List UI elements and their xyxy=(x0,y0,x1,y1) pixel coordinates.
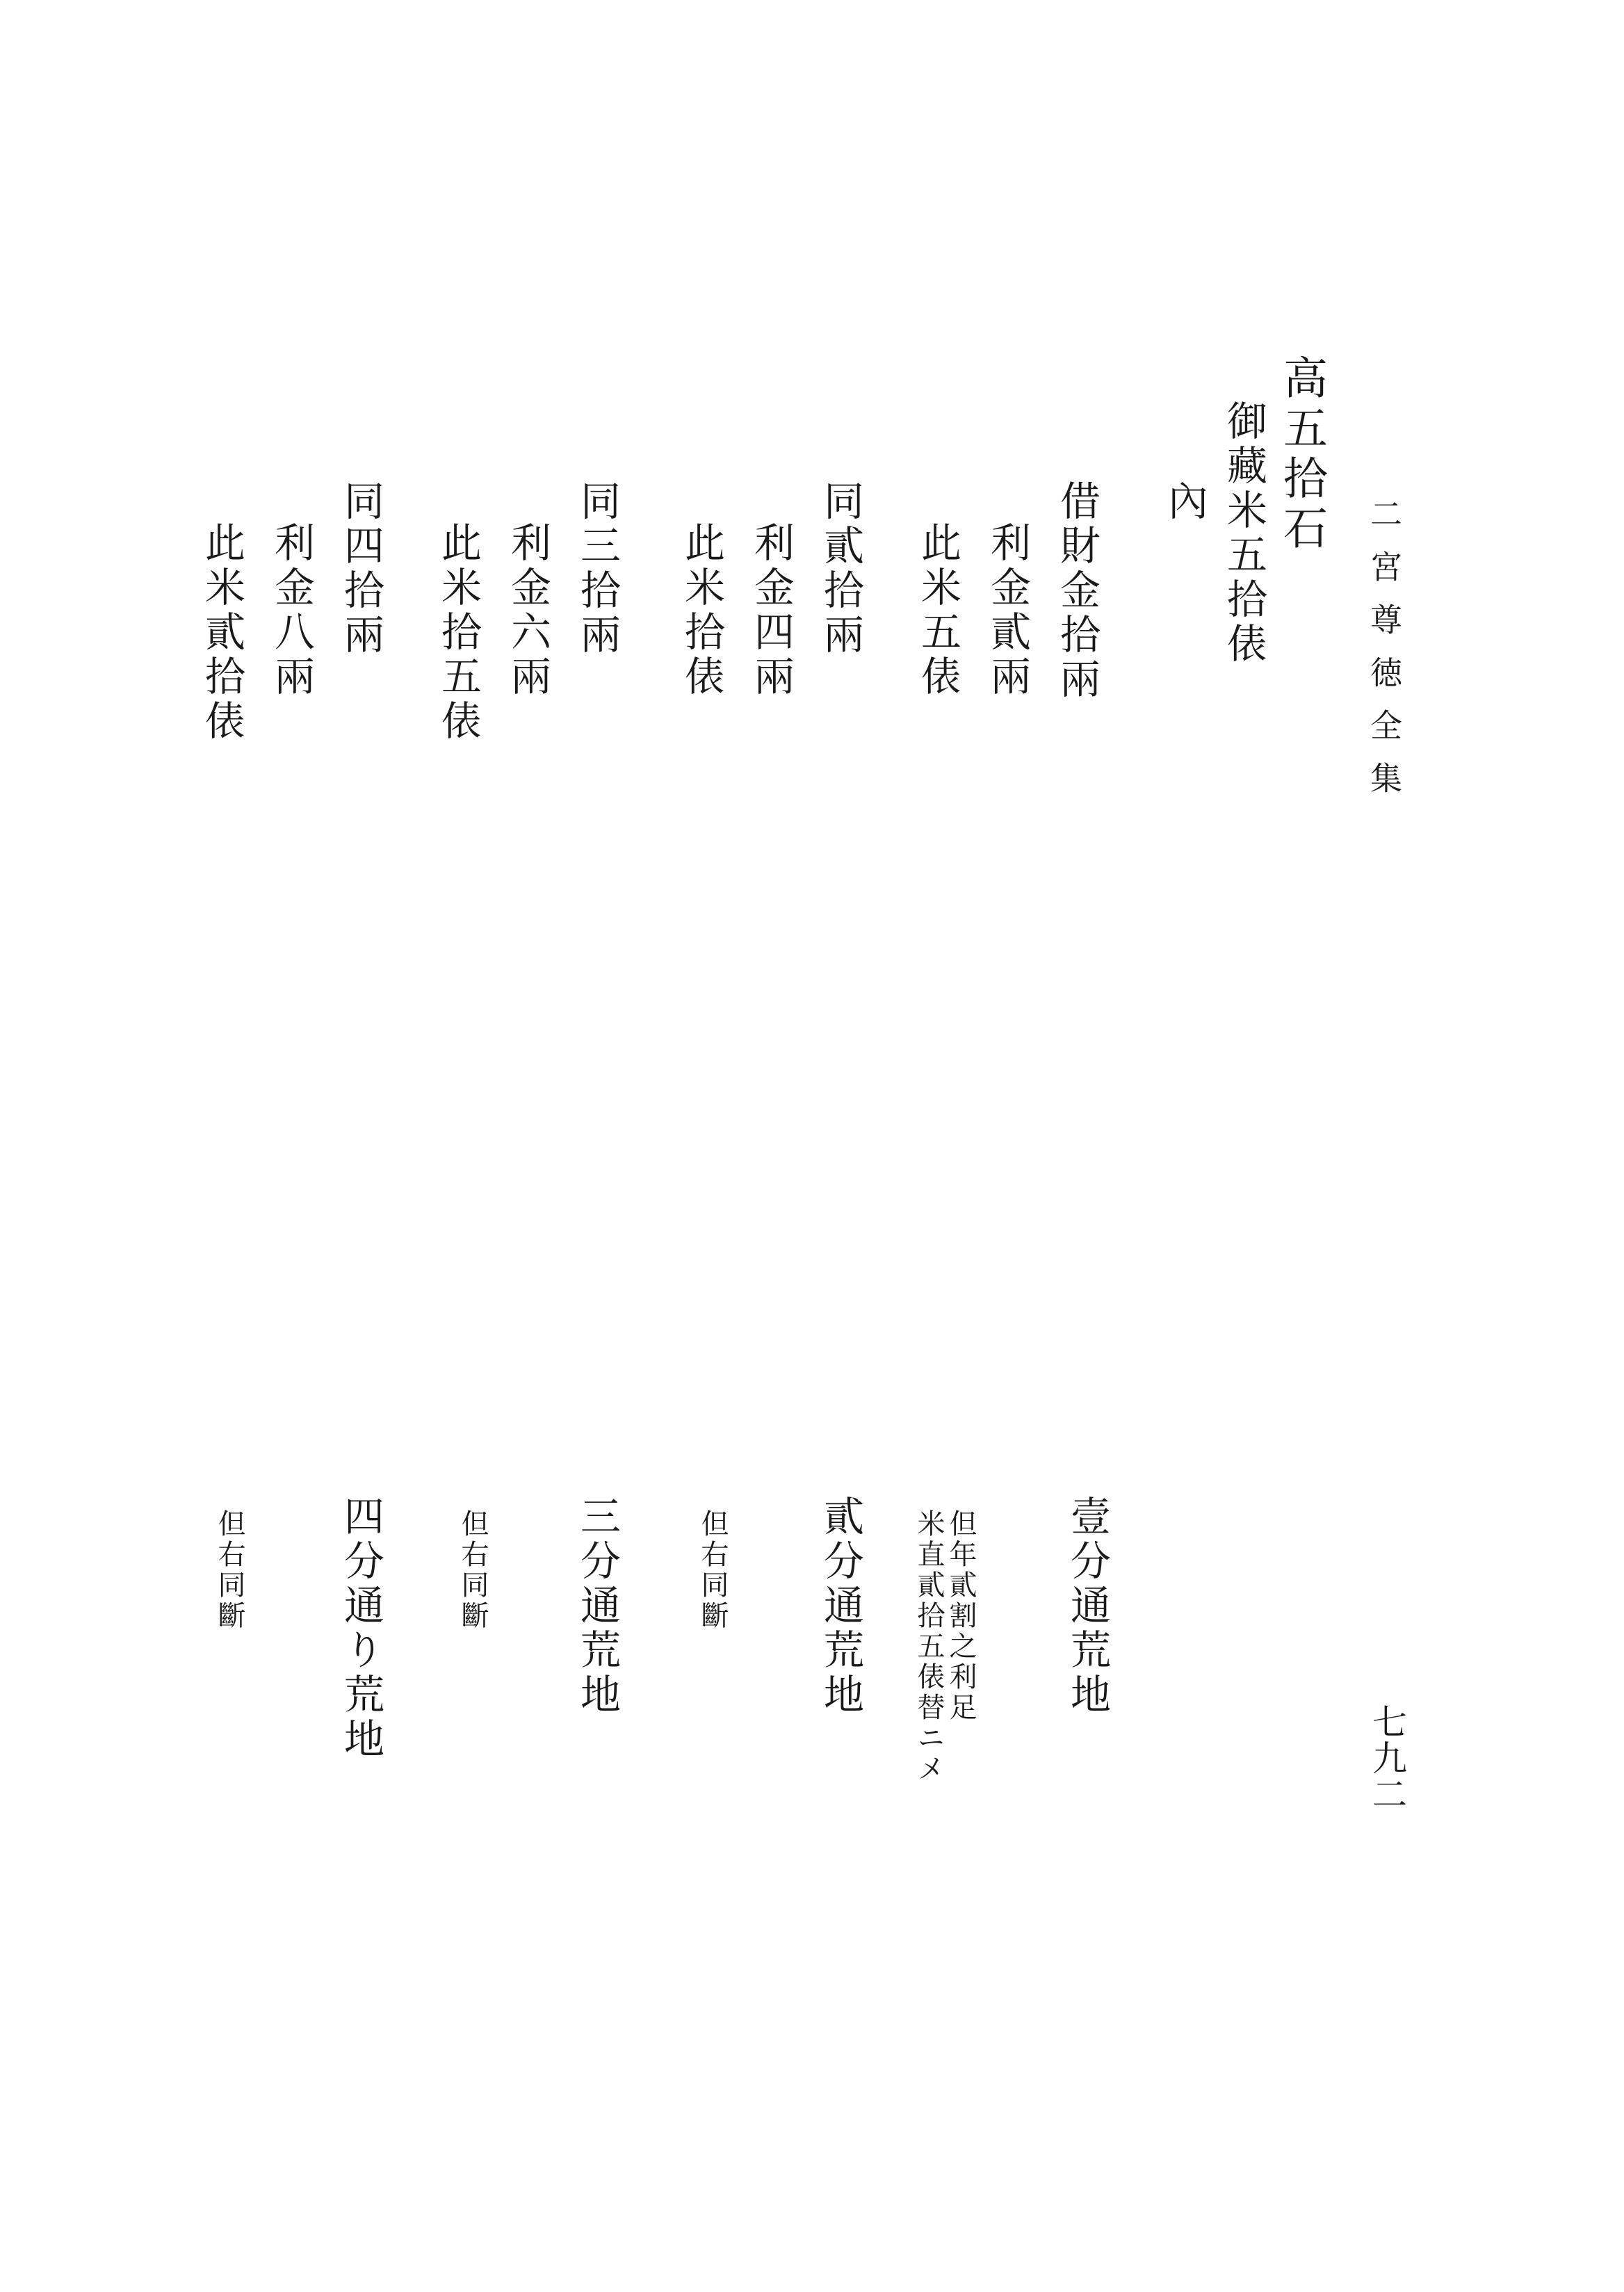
text-line: 此米五俵 xyxy=(914,522,961,700)
note-line: 但右同斷 xyxy=(213,1509,245,1631)
text-line: 利金八兩 xyxy=(268,522,315,700)
text-line: 同四拾兩 xyxy=(337,480,384,658)
note-line: 米直貳拾五俵替ニメ xyxy=(913,1509,945,1784)
text-line: 此米貳拾俵 xyxy=(198,522,245,744)
text-line: 此米拾五俵 xyxy=(435,522,482,744)
text-line: 貳分通荒地 xyxy=(817,1495,864,1718)
text-line: 利金六兩 xyxy=(504,522,551,700)
note-line: 但年貳割之利足 xyxy=(945,1509,977,1723)
text-line: 借財金拾兩 xyxy=(1053,480,1101,702)
text-line: 同貳拾兩 xyxy=(817,480,864,658)
text-line: 三分通荒地 xyxy=(574,1495,621,1718)
note-pair xyxy=(915,1509,975,1784)
text-line: 高五拾石 xyxy=(1276,355,1327,555)
text-line: 四分通り荒地 xyxy=(337,1495,384,1762)
text-line: 此米拾俵 xyxy=(678,522,725,700)
text-line: 壹分通荒地 xyxy=(1064,1495,1111,1718)
page-number: 七九二 xyxy=(1367,1704,1407,1812)
running-title: 二宮尊徳全集 xyxy=(1365,497,1403,814)
text-line: 利金四兩 xyxy=(747,522,795,700)
text-line: 利金貳兩 xyxy=(984,522,1031,700)
text-line: 御藏米五拾俵 xyxy=(1220,400,1267,667)
text-line: 內 xyxy=(1161,480,1208,524)
text-line: 同三拾兩 xyxy=(574,480,621,658)
note-line: 但右同斷 xyxy=(697,1509,729,1631)
note-line: 但右同斷 xyxy=(457,1509,489,1631)
